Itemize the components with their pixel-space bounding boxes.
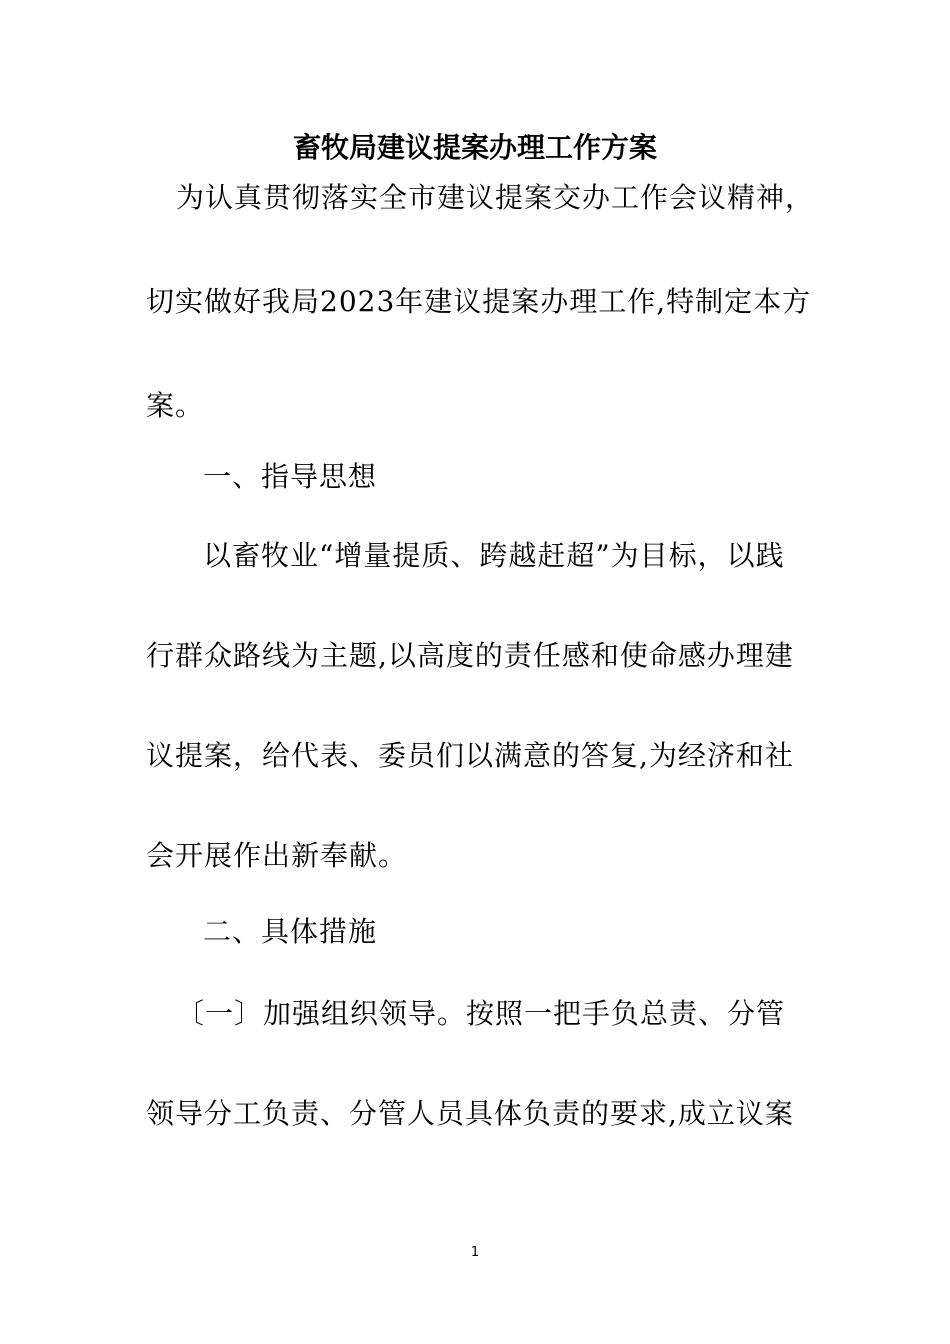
paragraph-line-1: 为认真贯彻落实全市建议提案交办工作会议精神， (176, 181, 815, 214)
paragraph-line-9: 领导分工负责、分管人员具体负责的要求,成立议案 (146, 1097, 794, 1130)
paragraph-line-4: 以畜牧业“增量提质、跨越赶超”为目标，以践 (203, 539, 785, 572)
paragraph-line-3: 案。 (146, 389, 205, 422)
page-number: 1 (470, 1245, 480, 1260)
paragraph-line-7: 会开展作出新奉献。 (146, 839, 408, 872)
paragraph-line-5: 行群众路线为主题,以高度的责任感和使命感办理建 (146, 639, 794, 672)
document-title: 畜牧局建议提案办理工作方案 (292, 131, 657, 164)
paragraph-line-2: 切实做好我局2023年建议提案办理工作,特制定本方 (146, 285, 812, 318)
paragraph-line-6: 议提案，给代表、委员们以满意的答复,为经济和社 (146, 739, 794, 772)
section-heading-2: 二、具体措施 (203, 915, 378, 948)
section-heading-1: 一、指导思想 (203, 460, 378, 493)
paragraph-line-8: 〔一〕加强组织领导。按照一把手负总责、分管 (176, 997, 786, 1030)
